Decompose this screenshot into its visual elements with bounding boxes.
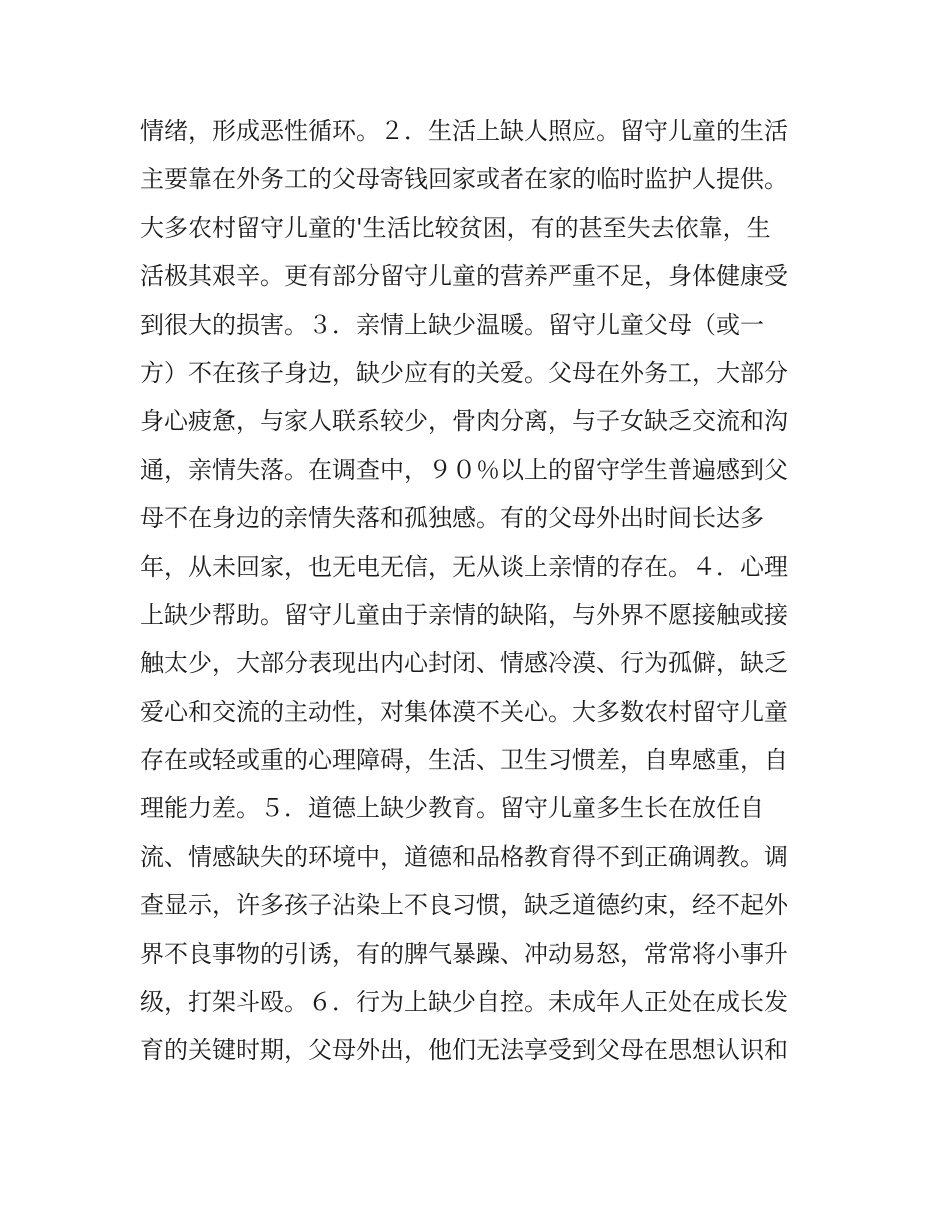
text-line-4: 活极其艰辛。更有部分留守儿童的营养严重不足，身体健康受 [140, 262, 788, 291]
text-line-19: 级，打架斗殴。６．行为上缺少自控。未成年人正处在成长发 [140, 988, 788, 1017]
text-line-9: 母不在身边的亲情失落和孤独感。有的父母外出时间长达多 [140, 504, 764, 533]
text-line-18: 界不良事物的引诱，有的脾气暴躁、冲动易怒，常常将小事升 [140, 939, 788, 968]
text-line-12: 触太少，大部分表现出内心封闭、情感冷漠、行为孤僻，缺乏 [140, 649, 788, 678]
text-line-14: 存在或轻或重的心理障碍，生活、卫生习惯差，自卑感重，自 [140, 746, 788, 775]
text-line-17: 查显示，许多孩子沾染上不良习惯，缺乏道德约束，经不起外 [140, 891, 788, 920]
text-line-5: 到很大的损害。３．亲情上缺少温暖。留守儿童父母（或一 [140, 310, 764, 339]
text-line-3: 大多农村留守儿童的'生活比较贫困，有的甚至失去依靠，生 [140, 213, 771, 242]
text-line-20: 育的关键时期，父母外出，他们无法享受到父母在思想认识和 [140, 1036, 788, 1065]
text-line-6: 方）不在孩子身边，缺少应有的关爱。父母在外务工，大部分 [140, 358, 788, 387]
text-line-11: 上缺少帮助。留守儿童由于亲情的缺陷，与外界不愿接触或接 [140, 600, 788, 629]
text-line-16: 流、情感缺失的环境中，道德和品格教育得不到正确调教。调 [140, 842, 788, 871]
body-paragraph [140, 107, 820, 1075]
text-line-15: 理能力差。５．道德上缺少教育。留守儿童多生长在放任自 [140, 794, 764, 823]
text-line-8: 通，亲情失落。在调查中，９０％以上的留守学生普遍感到父 [140, 455, 788, 484]
text-line-10: 年，从未回家，也无电无信，无从谈上亲情的存在。４．心理 [140, 552, 788, 581]
text-line-1: 情绪，形成恶性循环。２．生活上缺人照应。留守儿童的生活 [140, 117, 788, 145]
text-line-2: 主要靠在外务工的父母寄钱回家或者在家的临时监护人提供。 [140, 165, 788, 194]
text-line-13: 爱心和交流的主动性，对集体漠不关心。大多数农村留守儿童 [140, 697, 788, 726]
text-line-7: 身心疲惫，与家人联系较少，骨肉分离，与子女缺乏交流和沟 [140, 407, 788, 436]
